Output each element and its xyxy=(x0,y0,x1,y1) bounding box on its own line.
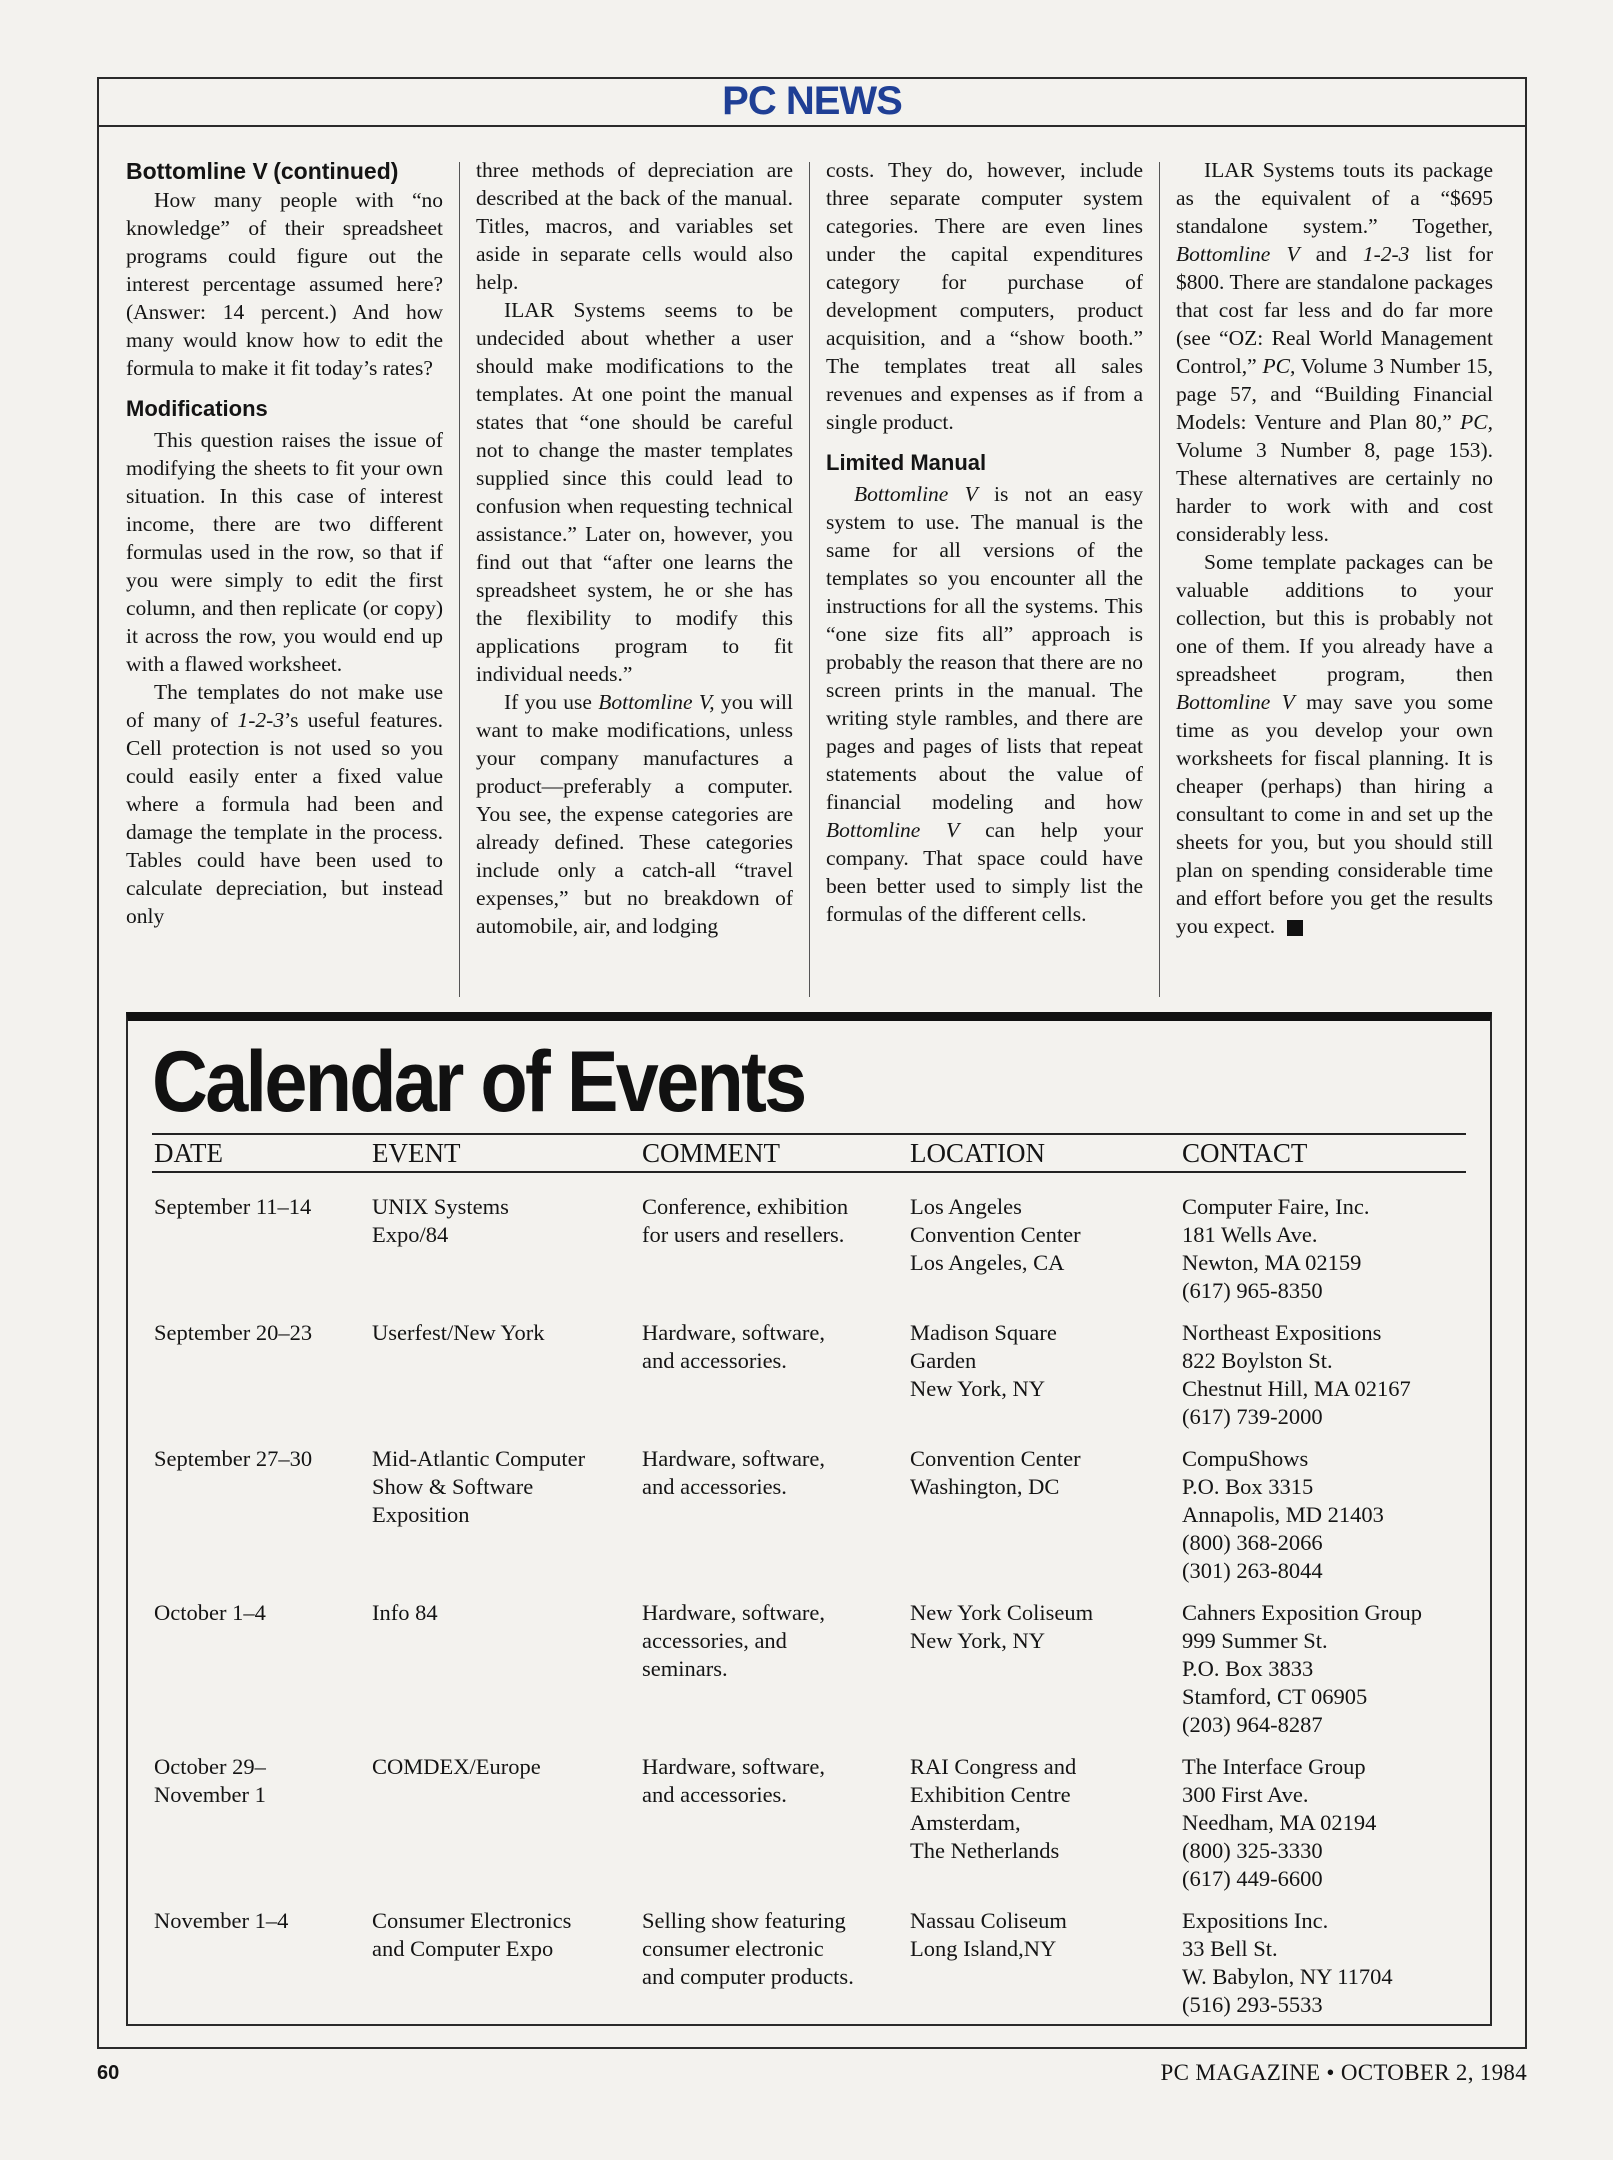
calendar-row xyxy=(152,1172,1466,1305)
cell-date xyxy=(152,1305,370,1431)
contact-line: W. Babylon, NY 11704 xyxy=(1182,1964,1393,1989)
event-line: Mid-Atlantic Computer xyxy=(372,1446,586,1471)
contact-line: Annapolis, MD 21403 xyxy=(1182,1502,1384,1527)
contact-line: (203) 964-8287 xyxy=(1182,1712,1323,1737)
event-line: Exposition xyxy=(372,1502,470,1527)
contact-line: Chestnut Hill, MA 02167 xyxy=(1182,1376,1411,1401)
contact-line: 999 Summer St. xyxy=(1182,1628,1328,1653)
location-line: Convention Center xyxy=(910,1222,1081,1247)
comment-line: and accessories. xyxy=(642,1348,787,1373)
cell-contact xyxy=(1180,1431,1466,1585)
cell-comment xyxy=(640,1305,908,1431)
comment-line: seminars. xyxy=(642,1656,728,1681)
event-line: UNIX Systems xyxy=(372,1194,509,1219)
contact-line: Expositions Inc. xyxy=(1182,1908,1329,1933)
event-line: Userfest/New York xyxy=(372,1320,545,1345)
comment-line: Hardware, software, xyxy=(642,1600,826,1625)
contact-line: Newton, MA 02159 xyxy=(1182,1250,1362,1275)
contact-line: The Interface Group xyxy=(1182,1754,1366,1779)
header-event: EVENT xyxy=(370,1134,640,1172)
location-line: RAI Congress and xyxy=(910,1754,1077,1779)
contact-line: (301) 263-8044 xyxy=(1182,1558,1323,1583)
subheading-modifications: Modifications xyxy=(126,396,268,421)
subheading-limited-manual: Limited Manual xyxy=(826,450,987,475)
cell-contact xyxy=(1180,1585,1466,1739)
cell-comment xyxy=(640,1739,908,1893)
cell-contact xyxy=(1180,1739,1466,1893)
date-line: September 20–23 xyxy=(154,1320,313,1345)
event-line: and Computer Expo xyxy=(372,1936,554,1961)
location-line: Nassau Coliseum xyxy=(910,1908,1067,1933)
contact-line: 33 Bell St. xyxy=(1182,1936,1278,1961)
date-line: October 29– xyxy=(154,1754,266,1779)
location-line: Los Angeles xyxy=(910,1194,1022,1219)
location-line: Convention Center xyxy=(910,1446,1081,1471)
contact-line: 822 Boylston St. xyxy=(1182,1348,1333,1373)
cell-comment xyxy=(640,1172,908,1305)
publication-line: PC MAGAZINE • OCTOBER 2, 1984 xyxy=(1160,2060,1527,2085)
cell-date xyxy=(152,1893,370,2019)
cell-event xyxy=(370,1305,640,1431)
cell-date xyxy=(152,1431,370,1585)
article-column-3 xyxy=(826,156,1143,998)
comment-line: consumer electronic xyxy=(642,1936,824,1961)
cell-location xyxy=(908,1739,1180,1893)
cell-date xyxy=(152,1172,370,1305)
header-date: DATE xyxy=(152,1134,370,1172)
comment-line: and accessories. xyxy=(642,1474,787,1499)
date-line: September 27–30 xyxy=(154,1446,313,1471)
contact-line: 300 First Ave. xyxy=(1182,1782,1309,1807)
contact-line: Computer Faire, Inc. xyxy=(1182,1194,1370,1219)
calendar-row xyxy=(152,1305,1466,1431)
cell-date xyxy=(152,1585,370,1739)
article-column-1 xyxy=(126,156,443,998)
section-rule xyxy=(97,125,1527,127)
location-line: Garden xyxy=(910,1348,977,1373)
comment-line: Hardware, software, xyxy=(642,1320,826,1345)
contact-line: (617) 739-2000 xyxy=(1182,1404,1323,1429)
comment-line: Conference, exhibition xyxy=(642,1194,849,1219)
date-line: September 11–14 xyxy=(154,1194,312,1219)
cell-event xyxy=(370,1739,640,1893)
article-body xyxy=(126,156,1498,998)
cell-contact xyxy=(1180,1893,1466,2019)
location-line: The Netherlands xyxy=(910,1838,1060,1863)
calendar-row xyxy=(152,1739,1466,1893)
event-line: COMDEX/Europe xyxy=(372,1754,541,1779)
location-line: Long Island,NY xyxy=(910,1936,1057,1961)
contact-line: (617) 965-8350 xyxy=(1182,1278,1323,1303)
contact-line: (617) 449-6600 xyxy=(1182,1866,1323,1891)
header-contact: CONTACT xyxy=(1180,1134,1466,1172)
contact-line: (516) 293-5533 xyxy=(1182,1992,1323,2017)
article-column-2 xyxy=(476,156,793,998)
location-line: Amsterdam, xyxy=(910,1810,1021,1835)
location-line: Madison Square xyxy=(910,1320,1057,1345)
header-location: LOCATION xyxy=(908,1134,1180,1172)
contact-line: Stamford, CT 06905 xyxy=(1182,1684,1368,1709)
location-line: Los Angeles, CA xyxy=(910,1250,1065,1275)
paragraph: costs. They do, however, include three separate computer system categories. There are even lines under the capital expenditures category for purchase of development computers, product acquisition, and a “show booth.” The templates treat all sales revenues and expenses as if from a single product. xyxy=(826,158,1143,434)
cell-location xyxy=(908,1172,1180,1305)
paragraph: ILAR Systems touts its package as the equivalent of a “$695 standalone system.” Together, Bottomline V and 1-2-3 list for $800. There are standalone packages that cost far less and do far more (see “OZ: Real World Management Control,” PC, Volume 3 Number 15, page 57, and “Building Financial Models: Venture and Plan 80,” PC, Volume 3 Number 8, page 153). These alternatives are certainly no harder to work with and cost considerably less. xyxy=(1176,158,1493,546)
comment-line: and accessories. xyxy=(642,1782,787,1807)
end-of-article-mark xyxy=(1287,920,1303,936)
calendar-row xyxy=(152,1431,1466,1585)
comment-line: for users and resellers. xyxy=(642,1222,845,1247)
section-title: PC NEWS xyxy=(722,79,902,123)
header-comment: COMMENT xyxy=(640,1134,908,1172)
page-number: 60 xyxy=(97,2062,120,2084)
cell-comment xyxy=(640,1893,908,2019)
contact-line: 181 Wells Ave. xyxy=(1182,1222,1318,1247)
paragraph: If you use Bottomline V, you will want to make modifications, unless your company manufactures a product—preferably a computer. You see, the expense categories are already defined. These categories include only a catch-all “travel expenses,” but no breakdown of automobile, air, and lodging xyxy=(476,690,793,938)
cell-location xyxy=(908,1893,1180,2019)
comment-line: and computer products. xyxy=(642,1964,854,1989)
comment-line: Hardware, software, xyxy=(642,1754,826,1779)
paragraph: Bottomline V is not an easy system to use. The manual is the same for all versions of the templates so you encounter all the instructions for all the systems. This “one size fits all” approach is probably the reason that there are no screen prints in the manual. The writing style rambles, and there are pages and pages of lists that repeat statements about the value of financial modeling and how Bottomline V can help your company. That space could have been better used to simply list the formulas of the different cells. xyxy=(826,482,1143,926)
calendar-rows xyxy=(152,1172,1466,2019)
calendar-table xyxy=(152,1133,1466,2019)
contact-line: (800) 368-2066 xyxy=(1182,1530,1323,1555)
comment-line: Hardware, software, xyxy=(642,1446,826,1471)
contact-line: P.O. Box 3833 xyxy=(1182,1656,1314,1681)
calendar-title: Calendar of Events xyxy=(152,1034,805,1130)
date-line: November 1–4 xyxy=(154,1908,289,1933)
location-line: New York, NY xyxy=(910,1628,1046,1653)
location-line: New York, NY xyxy=(910,1376,1046,1401)
paragraph: Some template packages can be valuable additions to your collection, but this is probably not one of them. If you already have a spreadsheet program, then Bottomline V may save you some time as you develop your own worksheets for fiscal planning. It is cheaper (perhaps) than hiring a consultant to come in and set up the sheets for you, but you should still plan on spending considerable time and effort before you get the results you expect. xyxy=(1176,550,1493,938)
event-line: Info 84 xyxy=(372,1600,438,1625)
comment-line: accessories, and xyxy=(642,1628,787,1653)
paragraph: How many people with “no knowledge” of their spreadsheet programs could figure out the interest percentage assumed here? (Answer: 14 percent.) And how many would know how to edit the formula to make it fit today’s rates? xyxy=(126,188,443,380)
cell-event xyxy=(370,1585,640,1739)
location-line: Exhibition Centre xyxy=(910,1782,1071,1807)
cell-event xyxy=(370,1893,640,2019)
cell-event xyxy=(370,1431,640,1585)
event-line: Expo/84 xyxy=(372,1222,449,1247)
location-line: New York Coliseum xyxy=(910,1600,1094,1625)
comment-line: Selling show featuring xyxy=(642,1908,846,1933)
contact-line: Northeast Expositions xyxy=(1182,1320,1382,1345)
location-line: Washington, DC xyxy=(910,1474,1060,1499)
date-line: October 1–4 xyxy=(154,1600,266,1625)
cell-contact xyxy=(1180,1172,1466,1305)
cell-event xyxy=(370,1172,640,1305)
article-column-4 xyxy=(1176,156,1493,998)
event-line: Consumer Electronics xyxy=(372,1908,572,1933)
cell-location xyxy=(908,1431,1180,1585)
article-heading: Bottomline V (continued) xyxy=(126,158,399,184)
cell-location xyxy=(908,1585,1180,1739)
contact-line: CompuShows xyxy=(1182,1446,1309,1471)
date-line: November 1 xyxy=(154,1782,266,1807)
paragraph: three methods of depreciation are described at the back of the manual. Titles, macros, and variables set aside in separate cells would also help. xyxy=(476,158,793,294)
event-line: Show & Software xyxy=(372,1474,534,1499)
contact-line: P.O. Box 3315 xyxy=(1182,1474,1314,1499)
paragraph: The templates do not make use of many of 1-2-3’s useful features. Cell protection is not used so you could easily enter a fixed value where a formula had been and damage the template in the process. Tables could have been used to calculate depreciation, but instead only xyxy=(126,680,443,928)
cell-location xyxy=(908,1305,1180,1431)
paragraph: ILAR Systems seems to be undecided about whether a user should make modifications to the templates. At one point the manual states that “one should be careful not to change the master templates supplied since this could lead to confusion when requesting technical assistance.” Later on, however, you find out that “after one learns the spreadsheet system, he or she has the flexibility to modify this applications program to fit individual needs.” xyxy=(476,298,793,686)
cell-comment xyxy=(640,1431,908,1585)
cell-date xyxy=(152,1739,370,1893)
calendar-header-row xyxy=(152,1134,1466,1172)
contact-line: Cahners Exposition Group xyxy=(1182,1600,1422,1625)
calendar-row xyxy=(152,1893,1466,2019)
cell-contact xyxy=(1180,1305,1466,1431)
contact-line: Needham, MA 02194 xyxy=(1182,1810,1377,1835)
contact-line: (800) 325-3330 xyxy=(1182,1838,1323,1863)
cell-comment xyxy=(640,1585,908,1739)
paragraph: This question raises the issue of modifying the sheets to fit your own situation. In this case of interest income, there are two different formulas used in the row, so that if you were simply to edit the first column, and then replicate (or copy) it across the row, you would end up with a flawed worksheet. xyxy=(126,428,443,676)
calendar-row xyxy=(152,1585,1466,1739)
